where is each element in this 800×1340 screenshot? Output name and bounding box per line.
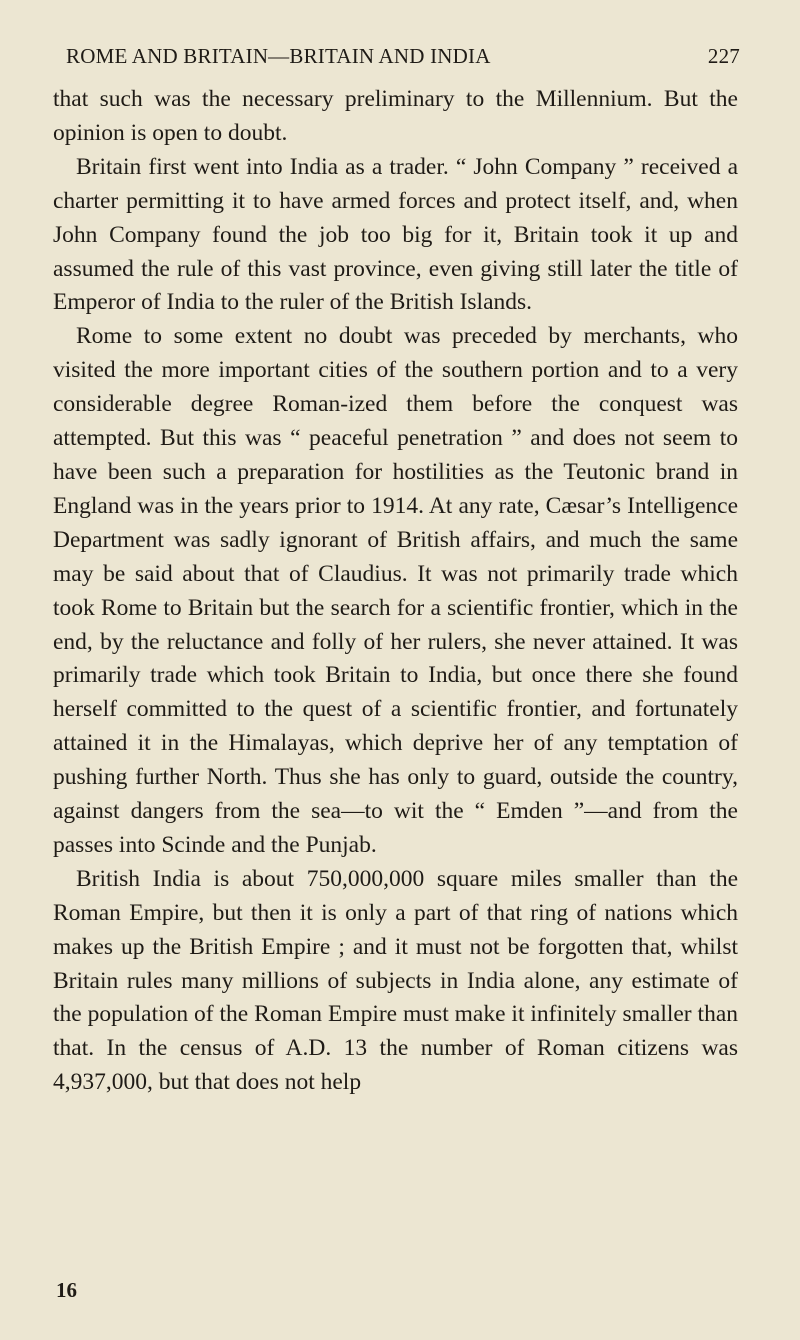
running-head: ROME AND BRITAIN—BRITAIN AND INDIA (66, 44, 491, 68)
paragraph-rome-merchants: Rome to some extent no doubt was preceded by merchants, who visited the more important cities of the southern portion and to a very considerable degree Roman-ized them before the conquest was attempted. But this was “ peaceful penetration ” and does not seem to have been such a preparation for hostilities as the Teutonic brand in England was in the years prior to 1914. At any rate, Cæsar’s Intelligence Department was sadly ignorant of British affairs, and much the same may be said about that of Claudius. It was not primarily trade which took Rome to Britain but the search for a scientific frontier, which in the end, by the reluctance and folly of her rulers, she never attained. It was primarily trade which took Britain to India, but once there she found herself committed to the quest of a scientific frontier, and fortunately attained it in the Himalayas, which deprive her of any temptation of pushing further North. Thus she has only to guard, outside the country, against dangers from the sea—to wit the “ Emden ”—and from the passes into Scinde and the Punjab. (53, 323, 738, 858)
signature-mark: 16 (56, 1278, 77, 1302)
paragraph-british-india-size: British India is about 750,000,000 square miles smaller than the Roman Empire, but then it is only a part of that ring of nations which makes up the British Empire ; and it must not be forgotten that, whilst Britain rules many millions of subjects in India alone, any estimate of the population of the Roman Empire must make it infinitely smaller than that. In the census of A.D. 13 the number of Roman citizens was 4,937,000, but that does not help (53, 865, 738, 1096)
body-text (53, 83, 738, 1100)
page-number: 227 (707, 44, 740, 68)
paragraph-john-company: Britain first went into India as a trader. “ John Company ” received a charter permitting it to have armed forces and protect itself, and, when John Company found the job too big for it, Britain took it up and assumed the rule of this vast province, even giving still later the title of Emperor of India to the ruler of the British Islands. (53, 153, 738, 316)
page-header (52, 40, 740, 72)
paragraph-continuation: that such was the necessary preliminary to the Millennium. But the opinion is open to doubt. (53, 86, 738, 146)
